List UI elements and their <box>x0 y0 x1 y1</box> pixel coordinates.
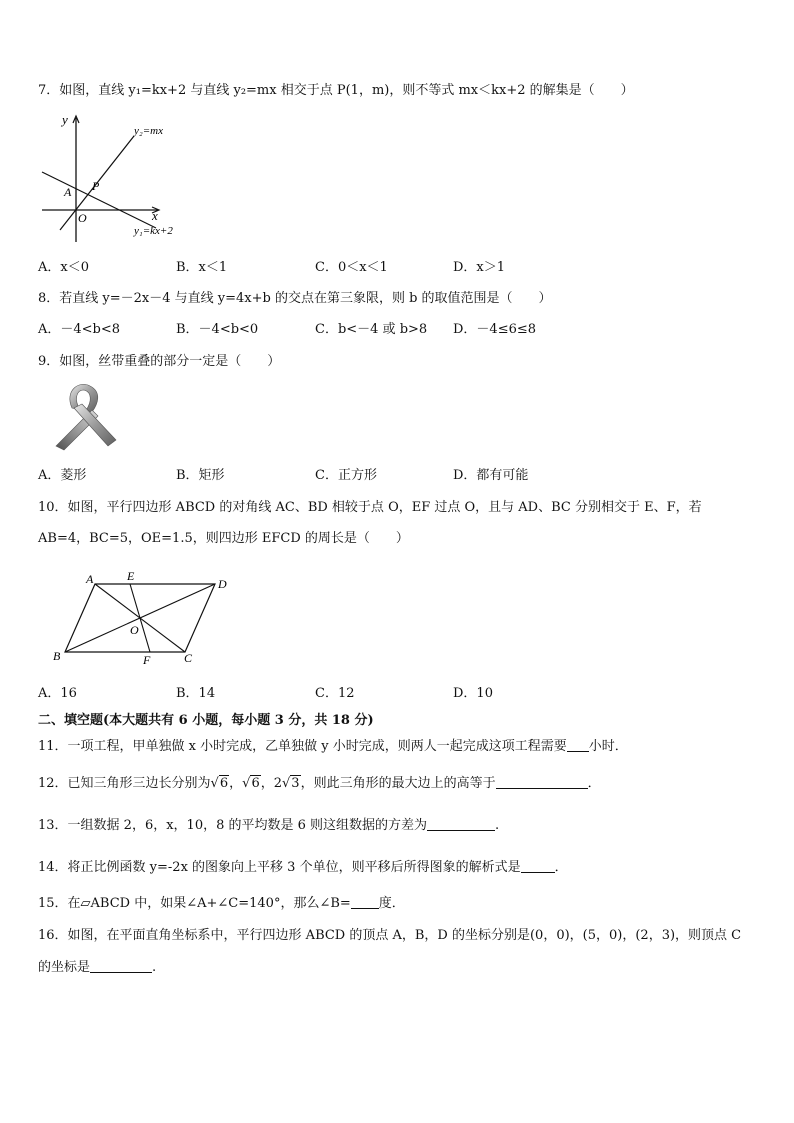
q12-text: 12．已知三角形三边长分别为 <box>38 776 211 791</box>
q15-answer-blank[interactable] <box>351 894 379 909</box>
q12-suffix: ． <box>587 776 601 791</box>
q12-sqrt-3: √3 <box>282 776 300 791</box>
q11-suffix: 小时． <box>588 739 628 754</box>
q7-option-a[interactable]: A．x＜0 <box>38 260 89 275</box>
q9-ribbon-figure <box>50 380 122 452</box>
q7-label-y2: y₂=mx <box>134 125 163 137</box>
q15-text: 15．在▱ABCD 中，如果∠A+∠C=140°，那么∠B= <box>38 896 351 911</box>
q13-text: 13．一组数据 2，6，x，10，8 的平均数是 6 则这组数据的方差为 <box>38 818 428 833</box>
q10-option-d[interactable]: D．10 <box>453 686 493 701</box>
q8-option-d[interactable]: D．－4≤6≤8 <box>453 322 537 337</box>
q7-label-a: A <box>64 185 72 199</box>
q7-option-c[interactable]: C．0＜x＜1 <box>315 260 388 275</box>
q8-option-a[interactable]: A．－4<b<8 <box>38 322 121 337</box>
q9-option-c[interactable]: C．正方形 <box>315 468 377 483</box>
q10-segment-ef <box>130 584 150 652</box>
q7-stem: 7．如图，直线 y₁=kx+2 与直线 y₂=mx 相交于点 P(1，m)，则不等式 mx＜kx+2 的解集是（ ） <box>38 83 634 98</box>
q10-label-d: D <box>218 577 227 591</box>
q10-stem-line2: AB=4，BC=5，OE=1.5，则四边形 EFCD 的周长是（ ） <box>38 531 409 546</box>
q13-suffix: . <box>495 818 500 833</box>
q14-text: 14．将正比例函数 y=-2x 的图象向上平移 3 个单位，则平移后所得图象的解析式是 <box>38 860 521 875</box>
q10-option-b[interactable]: B．14 <box>176 686 216 701</box>
q11 <box>38 737 628 756</box>
q12-answer-blank[interactable] <box>496 774 588 789</box>
q9-option-d[interactable]: D．都有可能 <box>453 468 529 483</box>
q7-label-x: x <box>152 208 158 223</box>
q10-options <box>38 685 758 703</box>
q11-text: 11．一项工程，甲单独做 x 小时完成，乙单独做 y 小时完成，则两人一起完成这项工程需要 <box>38 739 567 754</box>
q8-stem: 8．若直线 y=－2x－4 与直线 y=4x+b 的交点在第三象限，则 b 的取值范围是（ ） <box>38 291 552 306</box>
q8-option-c[interactable]: C．b<－4 或 b>8 <box>315 322 428 337</box>
q10-label-e: E <box>127 569 135 583</box>
q14-suffix: ． <box>554 860 568 875</box>
q10-label-b: B <box>53 649 61 663</box>
q16-line2 <box>38 958 156 977</box>
q12-sqrt-6-a: √6 <box>210 776 229 791</box>
q9-option-a[interactable]: A．菱形 <box>38 468 87 483</box>
q7-option-d[interactable]: D．x＞1 <box>453 260 506 275</box>
section-2-heading: 二、填空题(本大题共有 6 小题，每小题 3 分，共 18 分) <box>38 713 374 728</box>
q14-answer-blank[interactable] <box>521 858 555 873</box>
q7-label-o: O <box>78 211 87 225</box>
q15-suffix: 度． <box>378 896 405 911</box>
q7-figure <box>38 110 198 245</box>
q13-answer-blank[interactable] <box>427 816 495 831</box>
q9-stem: 9．如图，丝带重叠的部分一定是（ ） <box>38 354 281 369</box>
q10-stem-line1: 10．如图，平行四边形 ABCD 的对角线 AC、BD 相较于点 O，EF 过点 O，且与 AD、BC 分别相交于 E、F，若 <box>38 500 702 515</box>
q16-suffix: . <box>152 960 157 975</box>
q10-parallelogram-figure <box>50 568 240 668</box>
q10-label-o: O <box>130 623 139 637</box>
q12-text-mid: ，则此三角形的最大边上的高等于 <box>300 776 496 791</box>
q14 <box>38 858 568 877</box>
q9-option-b[interactable]: B．矩形 <box>176 468 225 483</box>
q10-option-c[interactable]: C．12 <box>315 686 355 701</box>
q7-option-b[interactable]: B．x＜1 <box>176 260 228 275</box>
q7-label-y1: y₁=kx+2 <box>134 225 173 237</box>
q12-sep2: ，2 <box>260 776 282 791</box>
q7-options <box>38 259 758 277</box>
q10-label-a: A <box>86 572 94 586</box>
q16-text: 的坐标是 <box>38 960 91 975</box>
q12-sep1: ， <box>229 776 243 791</box>
q7-label-y: y <box>62 112 68 127</box>
q9-options <box>38 467 758 485</box>
q8-options <box>38 321 758 339</box>
q10-label-f: F <box>143 653 151 667</box>
q16-answer-blank[interactable] <box>90 958 152 973</box>
q13 <box>38 816 499 835</box>
q15 <box>38 894 405 913</box>
q16-line1: 16．如图，在平面直角坐标系中，平行四边形 ABCD 的顶点 A，B，D 的坐标分别是(0，0)，(5，0)，(2，3)，则顶点 C <box>38 928 742 943</box>
q11-answer-blank[interactable] <box>567 737 589 752</box>
q10-option-a[interactable]: A．16 <box>38 686 77 701</box>
q12-sqrt-6-b: √6 <box>242 776 260 791</box>
q12 <box>38 774 601 793</box>
q8-option-b[interactable]: B．－4<b<0 <box>176 322 259 337</box>
q7-label-p: P <box>92 179 100 193</box>
q10-label-c: C <box>184 651 193 665</box>
